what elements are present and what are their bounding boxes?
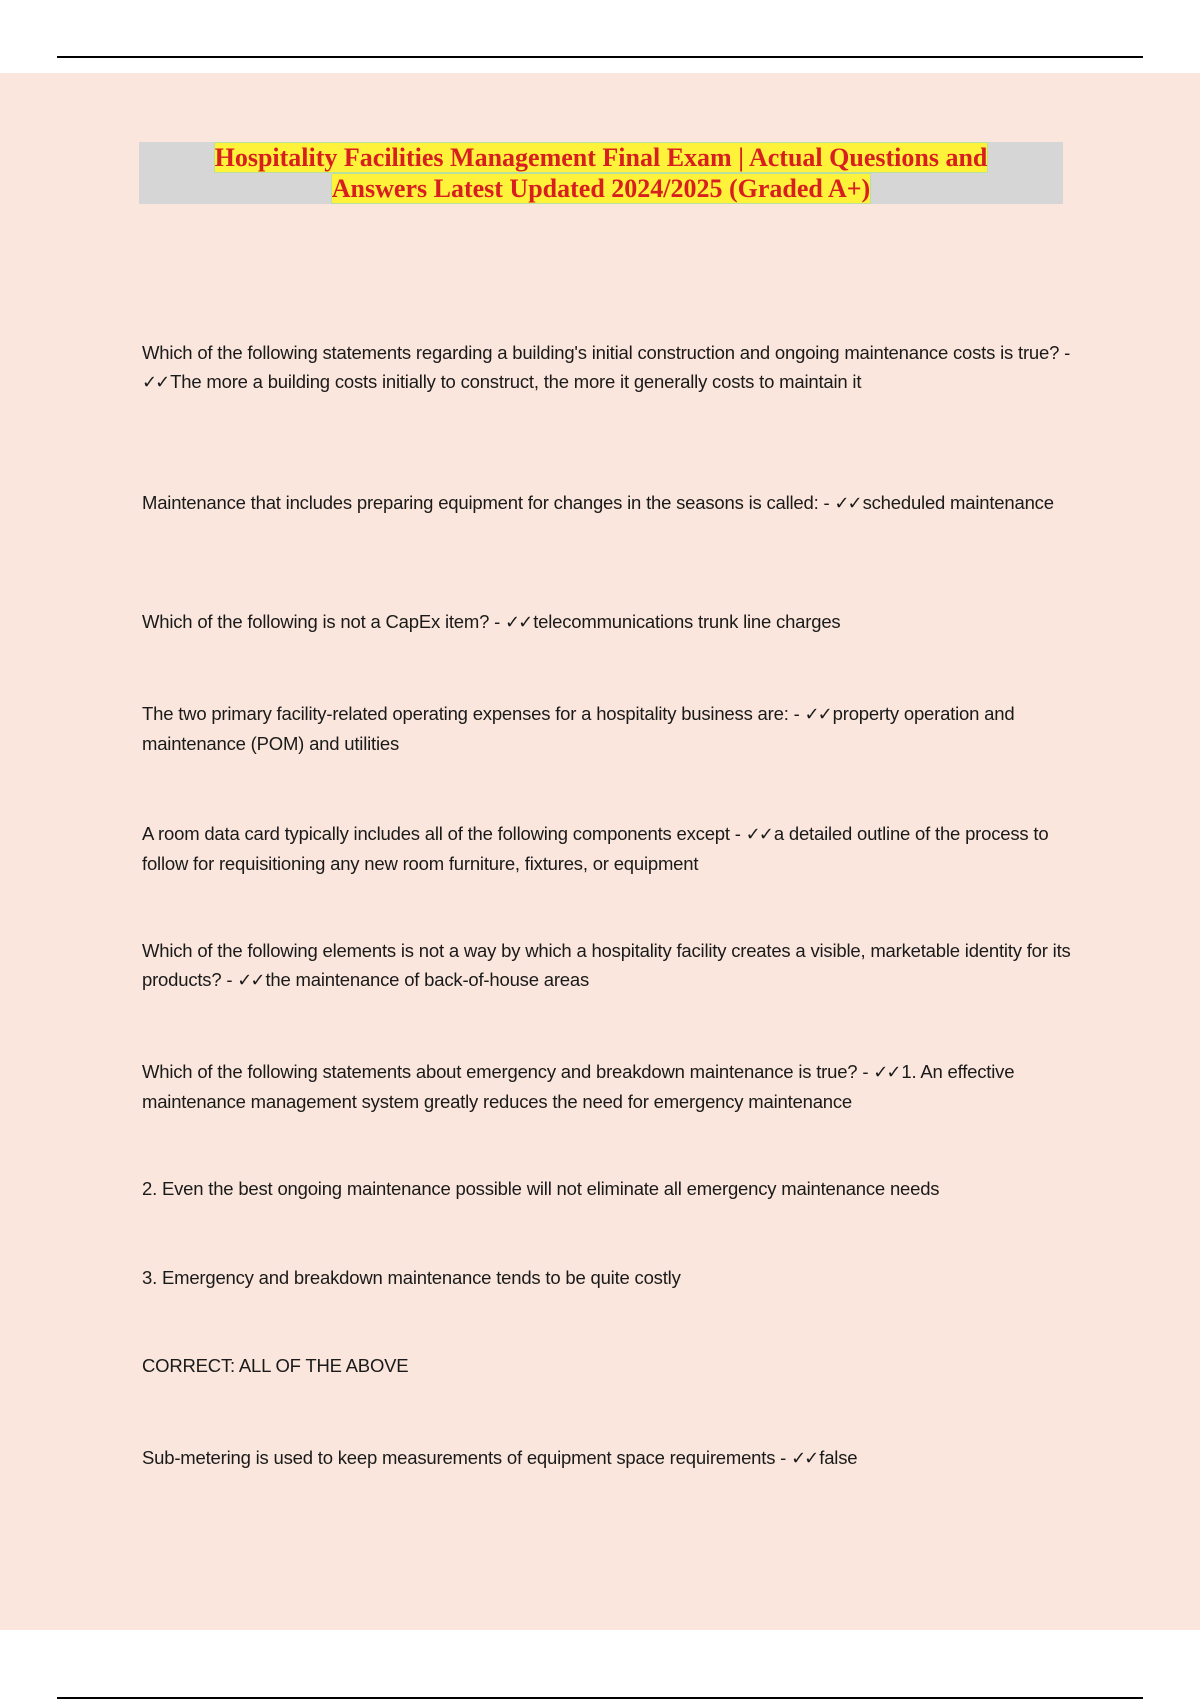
bottom-rule (57, 1697, 1143, 1699)
question-text: Maintenance that includes preparing equipment for changes in the seasons is called: - (142, 492, 835, 513)
qa-item (142, 699, 1072, 758)
question-text: Which of the following is not a CapEx item? - (142, 611, 506, 632)
answer-continuation: 2. Even the best ongoing maintenance possible will not eliminate all emergency maintenance needs (142, 1178, 940, 1199)
qa-item (142, 819, 1072, 878)
qa-item (142, 607, 1072, 637)
qa-item (142, 1057, 1072, 1116)
answer-text: a detailed outline of the process to follow for requisitioning any new room furniture, fixtures, or equipment (142, 823, 1049, 874)
answer-text: scheduled maintenance (862, 492, 1054, 513)
top-rule (57, 56, 1143, 58)
answer-text: The more a building costs initially to construct, the more it generally costs to maintain it (170, 371, 862, 392)
answer-continuation: 3. Emergency and breakdown maintenance tends to be quite costly (142, 1267, 681, 1288)
double-check-icon: ✓✓ (804, 704, 831, 725)
double-check-icon: ✓✓ (873, 1062, 900, 1083)
qa-item (142, 1443, 1072, 1473)
double-check-icon: ✓✓ (745, 824, 772, 845)
answer-text: property operation and maintenance (POM) and utilities (142, 703, 1015, 754)
qa-item (142, 488, 1072, 518)
title-line-2: Answers Latest Updated 2024/2025 (Graded A+) (331, 174, 871, 203)
question-text: Which of the following elements is not a way by which a hospitality facility creates a visible, marketable identity for its products? - (142, 940, 1071, 990)
correct-answer-note: CORRECT: ALL OF THE ABOVE (142, 1355, 409, 1376)
question-text: Which of the following statements about emergency and breakdown maintenance is true? - (142, 1061, 874, 1082)
double-check-icon: ✓✓ (834, 493, 861, 514)
question-text: The two primary facility-related operating expenses for a hospitality business are: - (142, 703, 805, 724)
answer-text: the maintenance of back-of-house areas (265, 969, 590, 990)
answer-text: telecommunications trunk line charges (533, 611, 841, 632)
question-text: A room data card typically includes all of the following components except - (142, 823, 746, 844)
double-check-icon: ✓✓ (505, 612, 532, 633)
double-check-icon: ✓✓ (142, 372, 169, 393)
question-text: Which of the following statements regarding a building's initial construction and ongoing maintenance costs is true? - (142, 342, 1071, 363)
title-line-1: Hospitality Facilities Management Final Exam | Actual Questions and (214, 143, 988, 172)
document-title (139, 142, 1063, 204)
double-check-icon: ✓✓ (791, 1448, 818, 1469)
qa-item (142, 338, 1072, 397)
answer-text: false (819, 1447, 858, 1468)
answer-text: 1. An effective maintenance management system greatly reduces the need for emergency maintenance (142, 1061, 1015, 1112)
qa-item (142, 936, 1072, 995)
question-text: Sub-metering is used to keep measurements of equipment space requirements - (142, 1447, 792, 1468)
double-check-icon: ✓✓ (237, 970, 264, 991)
